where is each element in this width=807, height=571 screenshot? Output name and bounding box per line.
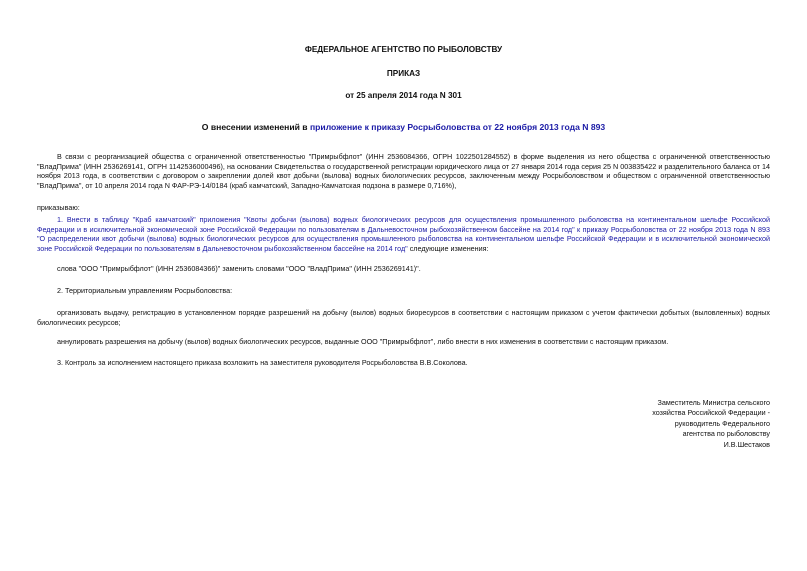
item-1-words: слова "ООО "Примрыбфлот" (ИНН 2536084366)" заменить словами "ООО "ВладПрима" (ИНН 2536269141)". [57,264,421,273]
signature-line: хозяйства Российской Федерации - [652,408,770,418]
item-1-tail: следующие изменения: [407,243,489,253]
item-1-paragraph [37,215,770,253]
item-2-heading: 2. Территориальным управлениям Росрыболовства: [57,286,233,295]
signature-line: Заместитель Министра сельского [657,398,770,407]
item-1-link[interactable]: 1. Внести в таблицу "Краб камчатский" приложения "Квоты добычи (вылова) водных биологических ресурсов для осуществления промышленного рыболовства на континентальном шельфе Российской Федерации и в исключительной экономической зоне Российской Федерации по пользователям в Дальневосточном рыбохозяйственном бассейне на 2014 год" к приказу Росрыболовства от 22 ноября 2013 года N 893 "О распределении квот добычи (вылова) водных биологических ресурсов для осуществления промышленного рыболовства на континентальном шельфе Российской Федерации и в исключительной экономической зоне Российской Федерации по пользователям в Дальневосточном рыбохозяйственном бассейне на 2014 год" [37,215,770,253]
prikazyvayu-label: приказываю: [37,203,80,212]
item-3-paragraph: 3. Контроль за исполнением настоящего приказа возложить на заместителя руководителя Росрыболовства В.В.Соколова. [57,358,468,367]
document-date: от 25 апреля 2014 года N 301 [345,91,462,100]
signature-block [560,398,770,450]
agency-heading: ФЕДЕРАЛЬНОЕ АГЕНТСТВО ПО РЫБОЛОВСТВУ [304,45,503,54]
signature-line: руководитель Федерального [674,418,770,428]
title-link[interactable]: приложение к приказу Росрыболовства от 22 ноября 2013 года N 893 [309,122,606,132]
item-2-a-paragraph: организовать выдачу, регистрацию в установленном порядке разрешений на добычу (вылов) водных биоресурсов в соответствии с настоящим приказом с учетом фактически добытых (выловленных) водных биологических ресурсов; [37,308,770,327]
title-prefix: О внесении изменений в [201,122,310,132]
signature-name: И.В.Шестаков [723,439,770,449]
intro-paragraph: В связи с реорганизацией общества с ограниченной ответственностью "Примрыбфлот" (ИНН 2536084366, ОГРН 1022501284552) в форме выделения из него общества с ограниченной ответственностью "ВладПрима" (ИНН 2536269141, ОГРН 1142536000496), на основании Свидетельства о государственной регистрации юридического лица от 27 января 2014 года серия 25 N 003835422 и разделительного баланса от 14 ноября 2013 года, в соответствии с договором о закреплении долей квот добычи (вылова) водных биологических ресурсов, заключенным между Росрыболовством и обществом с ограниченной ответственностью "ВладПрима", от 10 апреля 2014 года N ФАР-РЭ-14/0184 (краб камчатский, Западно-Камчатская подзона в размере 0,716%), [37,152,770,190]
item-2-b-paragraph: аннулировать разрешения на добычу (вылов) водных биологических ресурсов, выданные ООО "Примрыбфлот", либо внести в них изменения в соответствии с настоящим приказом. [57,337,669,346]
signature-line: агентства по рыболовству [682,429,770,439]
document-type: ПРИКАЗ [386,69,421,78]
document-title [0,122,807,133]
